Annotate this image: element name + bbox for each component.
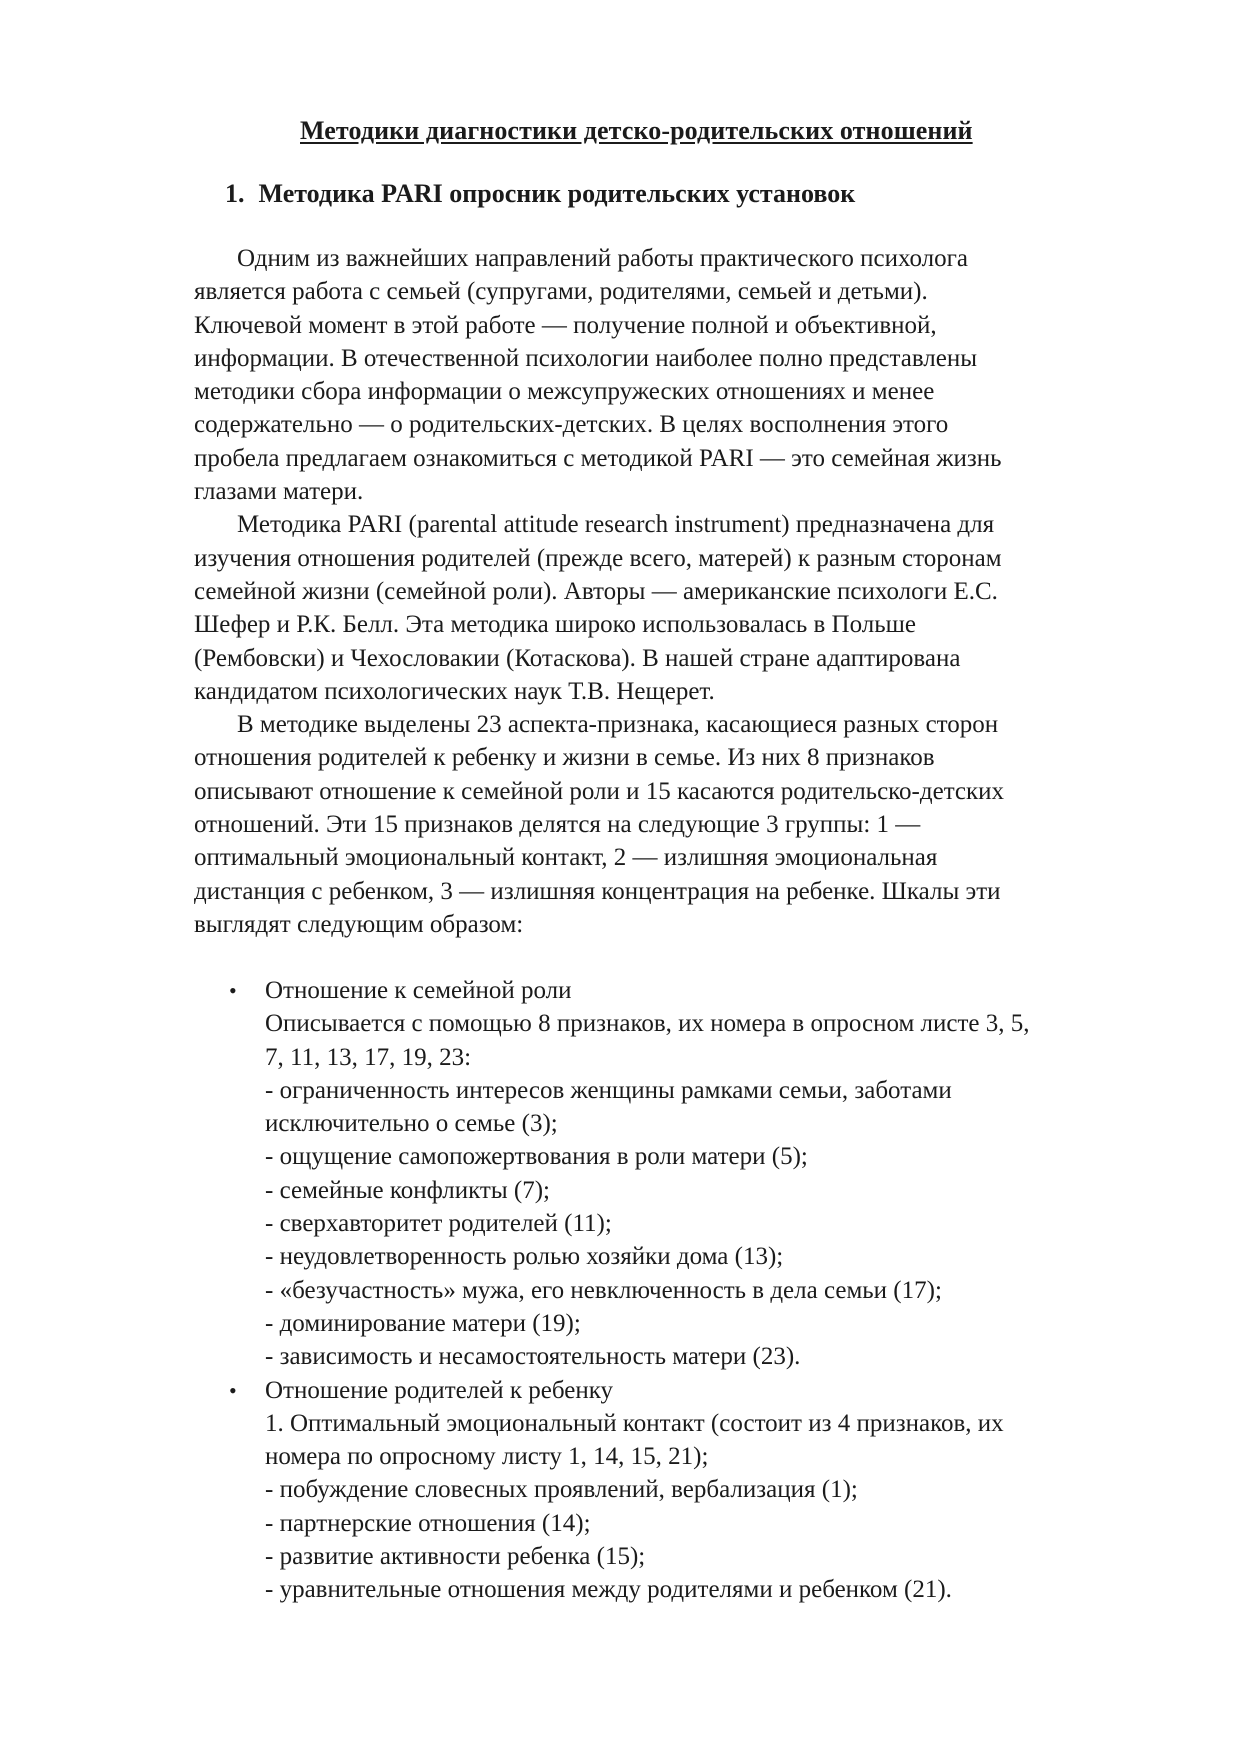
list-item-line: 1. Оптимальный эмоциональный контакт (состоит из 4 признаков, их bbox=[265, 1409, 1004, 1437]
list-item-line: - зависимость и несамостоятельность матери (23). bbox=[265, 1343, 801, 1371]
paragraph-line: информации. В отечественной психологии наиболее полно представлены bbox=[194, 344, 978, 372]
list-item-line: исключительно о семье (3); bbox=[265, 1110, 558, 1138]
list-item-line: - доминирование матери (19); bbox=[265, 1309, 581, 1337]
list-item-line: - ощущение самопожертвования в роли матери (5); bbox=[265, 1143, 808, 1171]
list-item-line: - ограниченность интересов женщины рамками семьи, заботами bbox=[265, 1076, 952, 1104]
section-title: Методика PARI опросник родительских установок bbox=[258, 179, 856, 208]
paragraph-line: методики сбора информации о межсупружеских отношениях и менее bbox=[194, 378, 935, 406]
paragraph-line: В методике выделены 23 аспекта-признака, касающиеся разных сторон bbox=[237, 711, 999, 739]
list-item-line: - семейные конфликты (7); bbox=[265, 1176, 550, 1204]
list-item-line: - неудовлетворенность ролью хозяйки дома (13); bbox=[265, 1243, 784, 1271]
paragraph-line: содержательно — о родительских-детских. В целях восполнения этого bbox=[194, 411, 949, 439]
paragraph-line: кандидатом психологических наук Т.В. Нещерет. bbox=[194, 677, 715, 705]
paragraph bbox=[194, 242, 1174, 508]
list-item-line: номера по опросному листу 1, 14, 15, 21); bbox=[265, 1443, 709, 1471]
paragraph-line: Ключевой момент в этой работе — получение полной и объективной, bbox=[194, 311, 937, 339]
paragraph-line: описывают отношение к семейной роли и 15 касаются родительско-детских bbox=[194, 777, 1005, 805]
list-item-line: - развитие активности ребенка (15); bbox=[265, 1543, 646, 1571]
paragraph-line: Шефер и Р.К. Белл. Эта методика широко использовалась в Польше bbox=[194, 611, 916, 639]
paragraph-line: отношений. Эти 15 признаков делятся на следующие 3 группы: 1 — bbox=[194, 811, 921, 839]
paragraph-line: Одним из важнейших направлений работы практического психолога bbox=[237, 245, 969, 272]
list-item-line: - «безучастность» мужа, его невключенность в дела семьи (17); bbox=[265, 1276, 942, 1304]
paragraph-line: выглядят следующим образом: bbox=[194, 910, 524, 938]
paragraph bbox=[194, 508, 1174, 708]
list-item-line: - побуждение словесных проявлений, вербализация (1); bbox=[265, 1476, 858, 1504]
paragraph-line: отношения родителей к ребенку и жизни в семье. Из них 8 признаков bbox=[194, 744, 935, 772]
list-item-line: - сверхавторитет родителей (11); bbox=[265, 1210, 612, 1238]
bullet-icon: • bbox=[229, 1377, 237, 1403]
paragraph-line: Методика PARI (parental attitude research instrument) предназначена для bbox=[237, 511, 995, 539]
list-item-title: Отношение родителей к ребенку bbox=[265, 1376, 614, 1404]
list-item-line: 7, 11, 13, 17, 19, 23: bbox=[265, 1043, 472, 1071]
paragraph-line: дистанция с ребенком, 3 — излишняя концентрация на ребенке. Шкалы эти bbox=[194, 877, 1001, 905]
paragraph bbox=[194, 708, 1174, 941]
bullet-list bbox=[229, 974, 1179, 1607]
paragraph-line: оптимальный эмоциональный контакт, 2 — излишняя эмоциональная bbox=[194, 844, 938, 872]
paragraph-line: (Рембовски) и Чехословакии (Котаскова). В нашей стране адаптирована bbox=[194, 644, 961, 672]
paragraph-line: глазами матери. bbox=[194, 478, 364, 506]
list-item bbox=[229, 974, 1179, 1374]
list-item-line: Описывается с помощью 8 признаков, их номера в опросном листе 3, 5, bbox=[265, 1010, 1030, 1038]
paragraph-line: изучения отношения родителей (прежде всего, матерей) к разным сторонам bbox=[194, 544, 1002, 572]
bullet-icon: • bbox=[229, 978, 237, 1003]
paragraph-line: пробела предлагаем ознакомиться с методикой PARI — это семейная жизнь bbox=[194, 444, 1002, 472]
paragraph-line: является работа с семьей (супругами, родителями, семьей и детьми). bbox=[194, 278, 928, 306]
section-number: 1. bbox=[225, 179, 245, 208]
section-heading bbox=[225, 179, 855, 209]
list-item bbox=[229, 1374, 1179, 1607]
list-item-title: Отношение к семейной роли bbox=[265, 977, 572, 1004]
document-title: Методики диагностики детско-родительских отношений bbox=[300, 116, 973, 145]
list-item-line: - партнерские отношения (14); bbox=[265, 1509, 591, 1537]
list-item-line: - уравнительные отношения между родителями и ребенком (21). bbox=[265, 1576, 952, 1604]
body-text bbox=[194, 242, 1174, 941]
paragraph-line: семейной жизни (семейной роли). Авторы — американские психологи Е.С. bbox=[194, 577, 998, 605]
